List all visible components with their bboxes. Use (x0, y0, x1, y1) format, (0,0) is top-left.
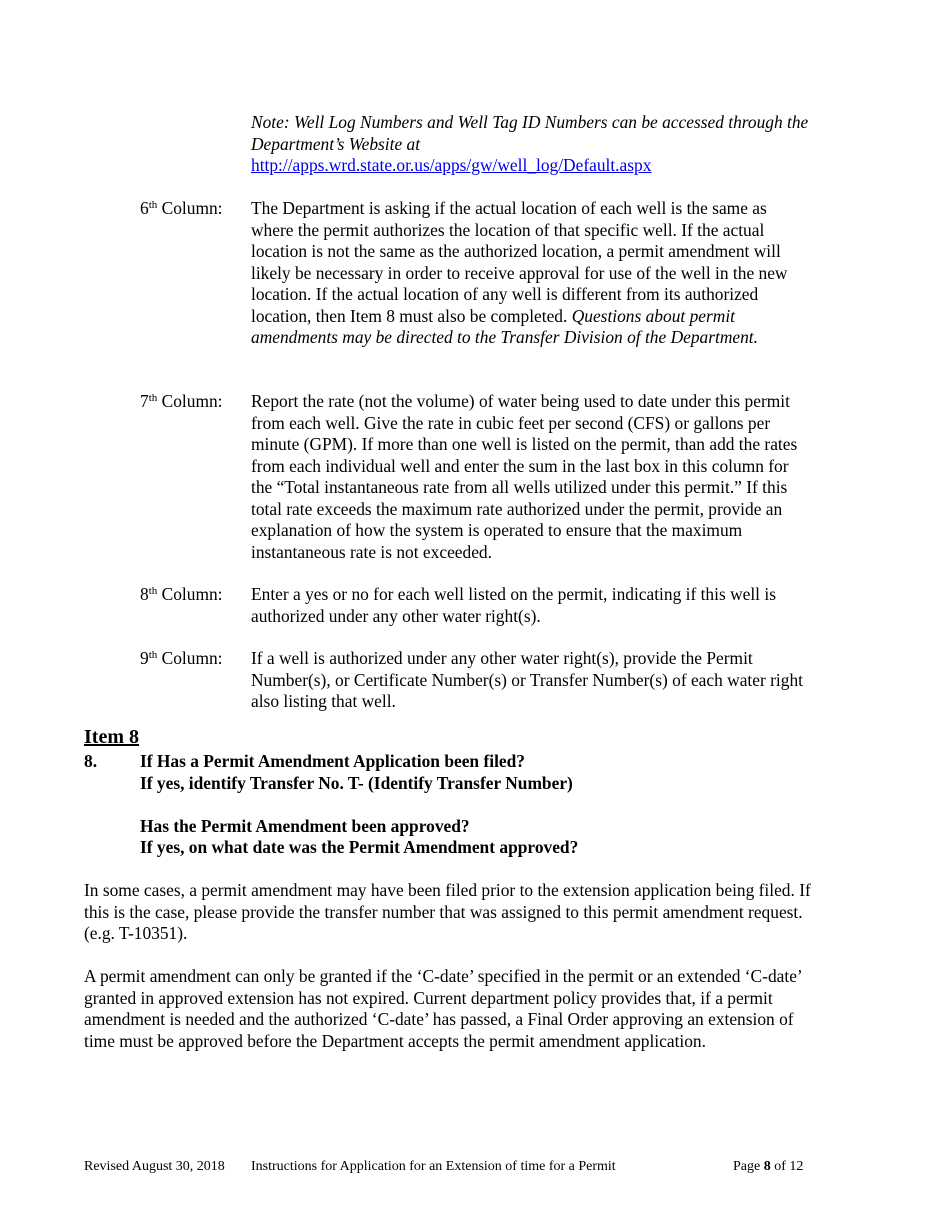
item-8-question-1: If Has a Permit Amendment Application been filed? (140, 751, 525, 771)
footer-page-number: Page 8 of 12 (733, 1159, 804, 1174)
item-8-question-3: Has the Permit Amendment been approved? (140, 816, 470, 836)
well-log-link[interactable]: http://apps.wrd.state.or.us/apps/gw/well_log/Default.aspx (251, 155, 652, 175)
column-8-label: 8th Column: (140, 584, 223, 604)
column-7-label: 7th Column: (140, 391, 223, 411)
paragraph-filed-amendment: In some cases, a permit amendment may have been filed prior to the extension application being filed. If this is the case, please provide the transfer number that was assigned to this permit amendment request. (e.g. T-10351). (84, 880, 811, 943)
note-text: Note: Well Log Numbers and Well Tag ID Numbers can be accessed through the Department’s Website at (251, 112, 809, 154)
column-7-text: Report the rate (not the volume) of water being used to date under this permit from each well. Give the rate in cubic feet per second (CFS) or gallons per minute (GPM). If more than one well is listed on the permit, than add the rates from each individual well and enter the sum in the last box in this column for the “Total instantaneous rate from all wells utilized under this permit.” If this total rate exceeds the maximum rate authorized under the permit, provide an explanation of how the system is operated to ensure that the maximum instantaneous rate is not exceeded. (251, 391, 798, 562)
paragraph-c-date-policy: A permit amendment can only be granted if the ‘C-date’ specified in the permit or an extended ‘C-date’ granted in approved extension has not expired. Current department policy provides that, if a permit amendment is needed and the authorized ‘C-date’ has passed, a Final Order approving an extension of time must be approved before the Department accepts the permit amendment application. (84, 966, 802, 1051)
item-8-number: 8. (84, 751, 98, 771)
column-6-label: 6th Column: (140, 198, 223, 218)
item-8-question-2: If yes, identify Transfer No. T- (Identify Transfer Number) (140, 773, 573, 793)
column-6-text: The Department is asking if the actual location of each well is the same as where the permit authorizes the location of that specific well. If the actual location is not the same as the authorized location, a permit amendment will likely be necessary in order to receive approval for use of the well in the new location. If the actual location of any well is different from its authorized location, then Item 8 must also be completed. Questions about permit amendments may be directed to the Transfer Division of the Department. (251, 198, 788, 347)
item-8-question-4: If yes, on what date was the Permit Amendment approved? (140, 837, 579, 857)
well-log-note (251, 112, 811, 177)
column-6-italic: Questions about permit amendments may be directed to the Transfer Division of the Department. (251, 305, 758, 347)
column-8-text: Enter a yes or no for each well listed on the permit, indicating if this well is authorized under any other water right(s). (251, 584, 776, 626)
footer-title: Instructions for Application for an Extension of time for a Permit (251, 1159, 616, 1174)
item-8-heading: Item 8 (84, 726, 139, 748)
column-9-label: 9th Column: (140, 648, 223, 668)
footer-revised-date: Revised August 30, 2018 (84, 1159, 225, 1174)
column-9-text: If a well is authorized under any other water right(s), provide the Permit Number(s), or Certificate Number(s) or Transfer Number(s) of each water right also listing that well. (251, 648, 803, 711)
